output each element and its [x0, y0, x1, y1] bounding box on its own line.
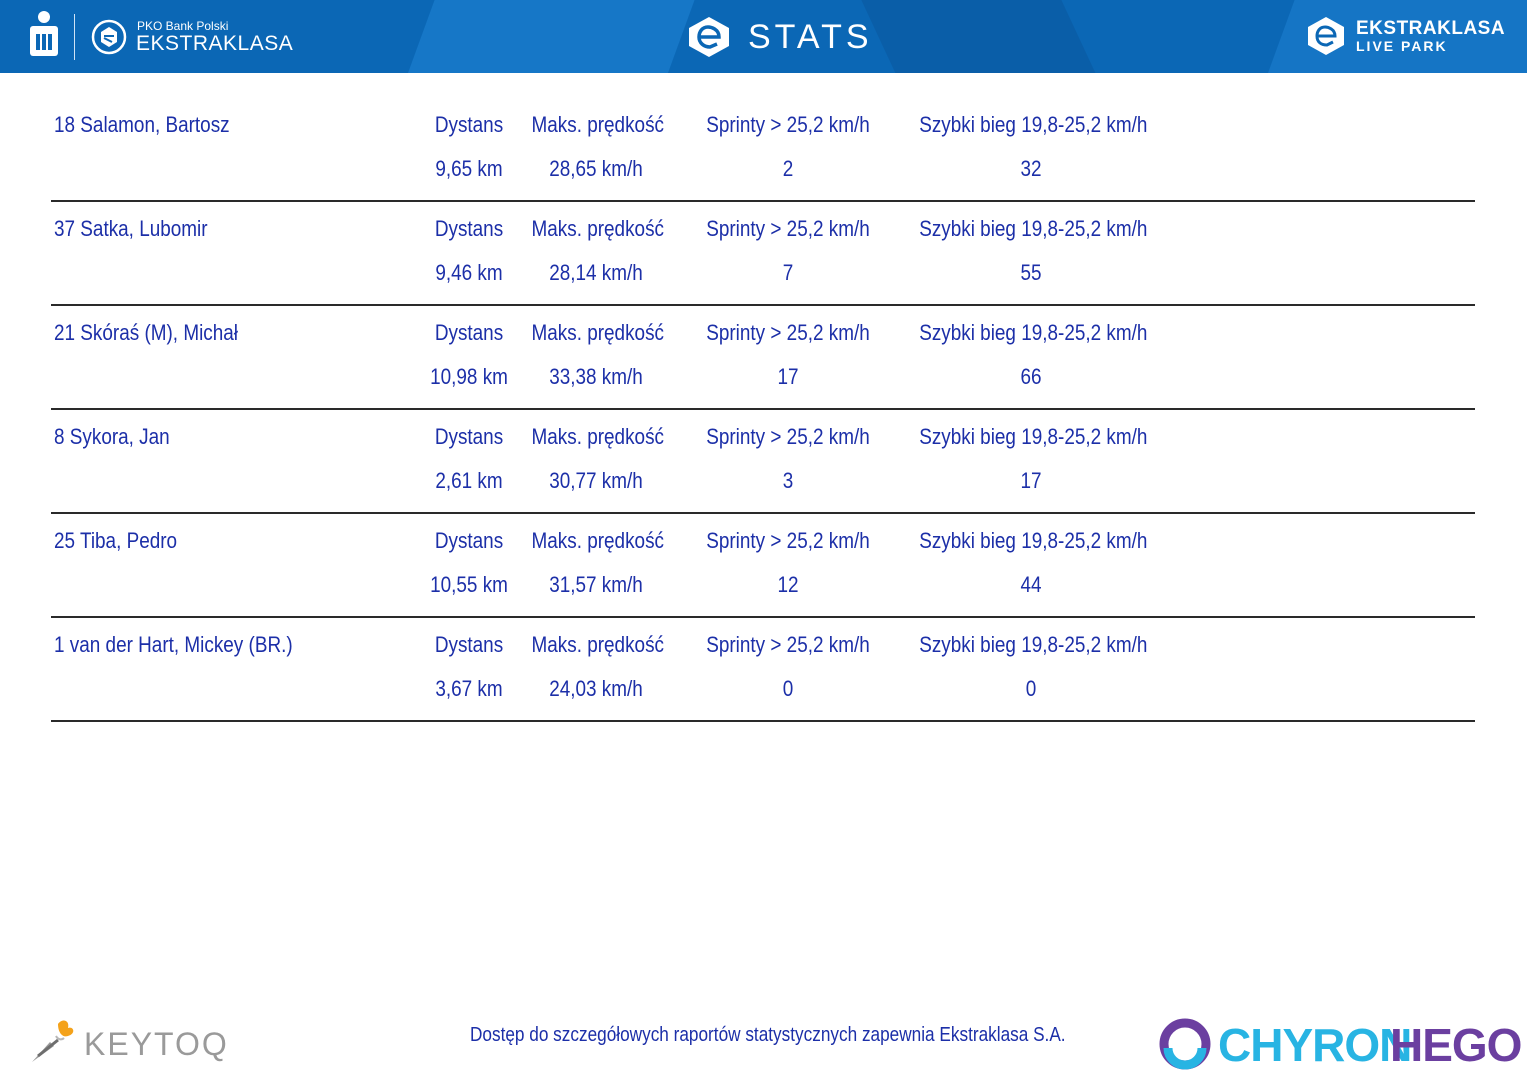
max-speed-value: 28,14 km/h: [549, 260, 643, 285]
player-row: [51, 618, 1475, 722]
ekstraklasa-ball-icon: [90, 18, 128, 56]
max-speed-value: 33,38 km/h: [549, 364, 643, 389]
player-name: 18 Salamon, Bartosz: [54, 112, 230, 137]
fast-run-label: Szybki bieg 19,8-25,2 km/h: [919, 528, 1148, 553]
distance-value: 10,98 km: [430, 364, 508, 389]
bank-name: PKO Bank Polski: [137, 19, 229, 33]
player-name: 25 Tiba, Pedro: [54, 528, 178, 553]
sprints-value: 0: [782, 676, 794, 701]
fast-run-label: Szybki bieg 19,8-25,2 km/h: [919, 632, 1148, 657]
ekstraklasa-e-icon: [686, 15, 732, 59]
player-row: [51, 306, 1475, 410]
logo-divider: [74, 14, 75, 60]
footer-note: Dostęp do szczegółowych raportów statystycznych zapewnia Ekstraklasa S.A.: [470, 1024, 1066, 1046]
max-speed-label: Maks. prędkość: [531, 320, 664, 345]
distance-value: 3,67 km: [435, 676, 503, 701]
max-speed-label: Maks. prędkość: [531, 112, 664, 137]
header-stripe: [402, 0, 698, 73]
distance-label: Dystans: [434, 528, 504, 553]
max-speed-value: 24,03 km/h: [549, 676, 643, 701]
player-row: [51, 514, 1475, 618]
fast-run-value: 66: [1020, 364, 1042, 389]
chyronhego-logo-text: CHYRON: [1218, 1019, 1412, 1071]
fast-run-label: Szybki bieg 19,8-25,2 km/h: [919, 320, 1148, 345]
keytoq-logo-icon: [28, 1016, 80, 1068]
player-row: [51, 98, 1475, 202]
sprints-label: Sprinty > 25,2 km/h: [706, 216, 870, 241]
player-name: 8 Sykora, Jan: [54, 424, 170, 449]
player-name: 1 van der Hart, Mickey (BR.): [54, 632, 293, 657]
pko-logo-icon: [26, 10, 62, 60]
player-stats-list: [51, 98, 1475, 722]
live-park-subtitle: LIVE PARK: [1356, 38, 1448, 54]
sprints-value: 2: [782, 156, 794, 181]
distance-label: Dystans: [434, 424, 504, 449]
distance-value: 9,46 km: [435, 260, 503, 285]
fast-run-value: 55: [1020, 260, 1042, 285]
sprints-value: 3: [782, 468, 794, 493]
sprints-value: 7: [782, 260, 794, 285]
max-speed-value: 28,65 km/h: [549, 156, 643, 181]
sprints-label: Sprinty > 25,2 km/h: [706, 424, 870, 449]
fast-run-value: 17: [1020, 468, 1042, 493]
chyronhego-logo-text-suffix: HEGO: [1390, 1019, 1522, 1071]
max-speed-label: Maks. prędkość: [531, 632, 664, 657]
header-bar: [0, 0, 1527, 73]
sprints-label: Sprinty > 25,2 km/h: [706, 528, 870, 553]
max-speed-value: 31,57 km/h: [549, 572, 643, 597]
fast-run-label: Szybki bieg 19,8-25,2 km/h: [919, 216, 1148, 241]
fast-run-value: 0: [1025, 676, 1037, 701]
player-row: [51, 202, 1475, 306]
page-title: STATS: [748, 18, 873, 56]
sprints-label: Sprinty > 25,2 km/h: [706, 112, 870, 137]
distance-value: 2,61 km: [435, 468, 503, 493]
fast-run-label: Szybki bieg 19,8-25,2 km/h: [919, 424, 1148, 449]
distance-value: 9,65 km: [435, 156, 503, 181]
sprints-label: Sprinty > 25,2 km/h: [706, 632, 870, 657]
distance-label: Dystans: [434, 112, 504, 137]
header-stripe: [857, 0, 1104, 73]
max-speed-label: Maks. prędkość: [531, 424, 664, 449]
max-speed-label: Maks. prędkość: [531, 528, 664, 553]
distance-value: 10,55 km: [430, 572, 508, 597]
sprints-value: 12: [777, 572, 799, 597]
fast-run-value: 44: [1020, 572, 1042, 597]
player-name: 37 Satka, Lubomir: [54, 216, 208, 241]
fast-run-label: Szybki bieg 19,8-25,2 km/h: [919, 112, 1148, 137]
league-name: EKSTRAKLASA: [136, 32, 294, 55]
live-park-title: EKSTRAKLASA: [1356, 18, 1506, 39]
distance-label: Dystans: [434, 320, 504, 345]
distance-label: Dystans: [434, 216, 504, 241]
sprints-value: 17: [777, 364, 799, 389]
distance-label: Dystans: [434, 632, 504, 657]
player-row: [51, 410, 1475, 514]
live-park-e-icon: [1306, 15, 1346, 57]
keytoq-logo-text: KEYTOQ: [84, 1026, 229, 1062]
player-name: 21 Skóraś (M), Michał: [54, 320, 238, 345]
max-speed-label: Maks. prędkość: [531, 216, 664, 241]
max-speed-value: 30,77 km/h: [549, 468, 643, 493]
chyronhego-logo-icon: [1158, 1018, 1212, 1070]
fast-run-value: 32: [1020, 156, 1042, 181]
sprints-label: Sprinty > 25,2 km/h: [706, 320, 870, 345]
